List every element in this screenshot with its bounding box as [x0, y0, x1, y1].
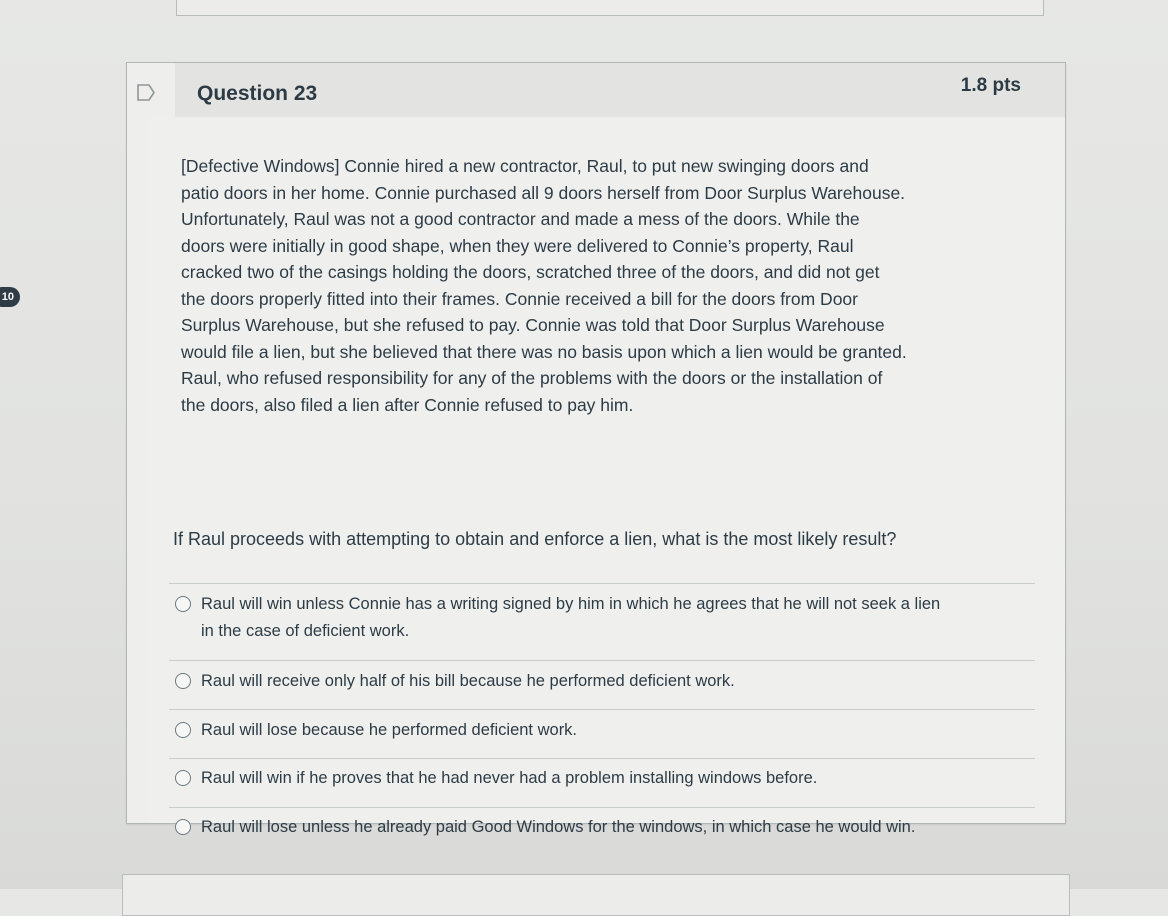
question-header: [175, 63, 1065, 118]
question-prompt: If Raul proceeds with attempting to obtain and enforce a lien, what is the most likely result?: [173, 529, 897, 549]
answer-option-2[interactable]: [175, 668, 735, 695]
radio-button[interactable]: [175, 673, 191, 689]
nav-badge-number: 10: [1, 291, 14, 303]
question-body: [149, 117, 1065, 836]
scenario-line: cracked two of the casings holding the doors, scratched three of the doors, and did not get: [181, 262, 880, 282]
answer-text: Raul will lose because he performed deficient work.: [201, 721, 578, 739]
next-question-card: [122, 874, 1070, 916]
scenario-line: patio doors in her home. Connie purchased all 9 doors herself from Door Surplus Warehouse.: [181, 182, 906, 203]
answer-option-5[interactable]: [175, 814, 915, 841]
question-title: Question 23: [197, 82, 318, 105]
scenario-line: the doors properly fitted into their frames. Connie received a bill for the doors from Door: [181, 288, 858, 309]
answer-divider: [169, 758, 1035, 759]
answer-divider: [169, 807, 1035, 808]
scenario-line: the doors, also filed a lien after Connie refused to pay him.: [181, 394, 634, 415]
question-nav-badge[interactable]: [0, 287, 20, 307]
scenario-line: doors were initially in good shape, when they were delivered to Connie’s property, Raul: [181, 235, 854, 256]
scenario-line: Surplus Warehouse, but she refused to pay. Connie was told that Door Surplus Warehouse: [181, 315, 885, 335]
answer-option-4[interactable]: [175, 765, 817, 792]
answer-text: Raul will lose unless he already paid Good Windows for the windows, in which case he would win.: [201, 818, 916, 836]
scenario-line: Unfortunately, Raul was not a good contractor and made a mess of the doors. While the: [181, 209, 860, 229]
answer-text-continued: in the case of deficient work.: [201, 622, 410, 640]
scenario-line: Raul, who refused responsibility for any of the problems with the doors or the installation of: [181, 368, 883, 388]
previous-question-card: [176, 0, 1044, 16]
radio-button[interactable]: [175, 596, 191, 612]
scenario-line: would file a lien, but she believed that there was no basis upon which a lien would be granted.: [181, 341, 907, 362]
question-scenario: [181, 153, 1031, 418]
radio-button[interactable]: [175, 770, 191, 786]
answer-text: Raul will win unless Connie has a writing signed by him in which he agrees that he will not seek a lien: [201, 595, 941, 613]
radio-button[interactable]: [175, 722, 191, 738]
radio-button[interactable]: [175, 819, 191, 835]
answer-text: Raul will receive only half of his bill because he performed deficient work.: [201, 672, 735, 690]
answer-divider: [169, 660, 1035, 661]
answer-divider: [169, 583, 1035, 584]
answer-option-3[interactable]: [175, 717, 577, 744]
scenario-line: [Defective Windows] Connie hired a new contractor, Raul, to put new swinging doors and: [181, 156, 869, 176]
answer-divider: [169, 709, 1035, 710]
question-card: [126, 62, 1066, 836]
flag-question-icon[interactable]: [137, 84, 155, 101]
answer-text: Raul will win if he proves that he had never had a problem installing windows before.: [201, 769, 818, 787]
question-points: 1.8 pts: [960, 75, 1021, 96]
answer-option-1[interactable]: [175, 591, 940, 645]
